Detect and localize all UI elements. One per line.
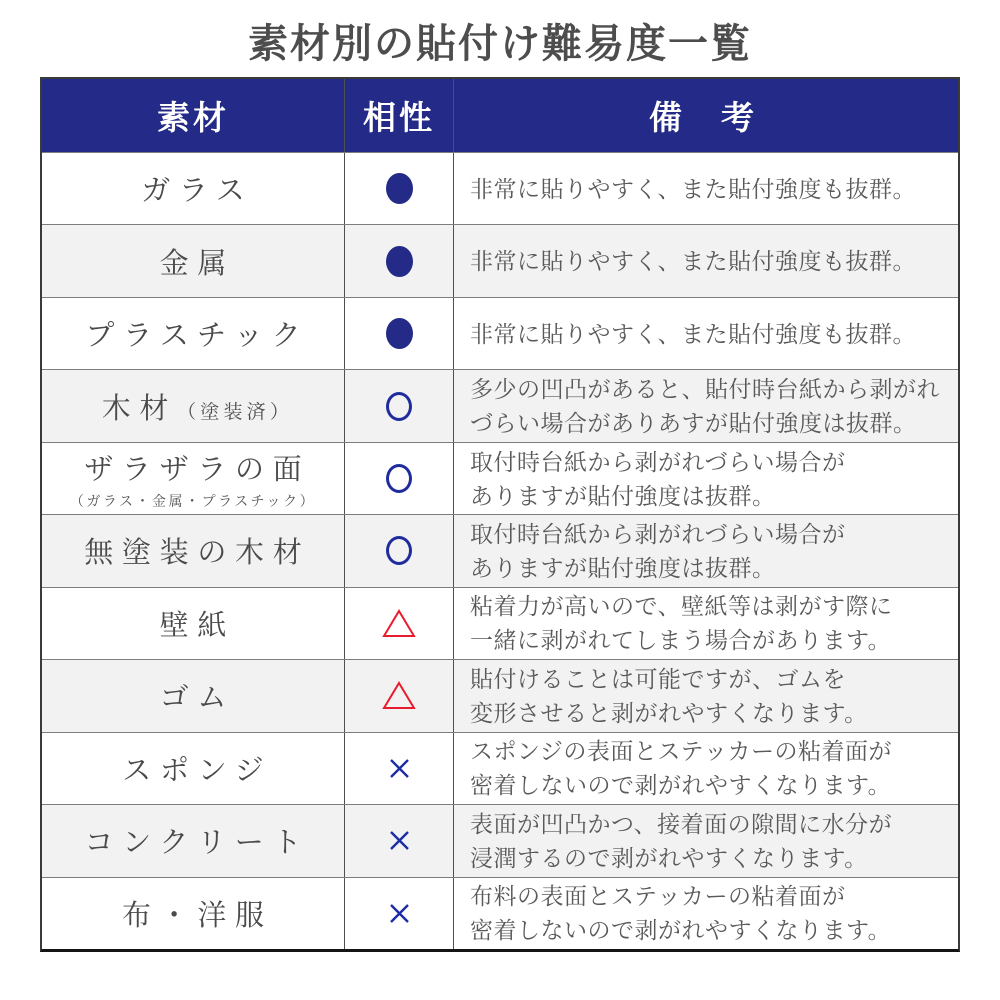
cross-icon — [387, 756, 412, 781]
note-line: ありますが貼付強度は抜群。 — [470, 554, 776, 581]
material-name: ゴム — [159, 682, 236, 715]
material-cell — [42, 225, 345, 296]
open-circle-icon — [386, 392, 412, 421]
filled-circle-icon — [386, 318, 413, 349]
note-line: 粘着力が高いので、壁紙等は剥がす際に — [470, 593, 893, 620]
material-name: 布・洋服 — [121, 899, 273, 932]
note-cell — [454, 588, 958, 659]
open-circle-icon — [386, 536, 412, 565]
material-cell — [42, 153, 345, 224]
material-cell — [42, 443, 345, 514]
table-row — [42, 732, 958, 804]
table-row — [42, 224, 958, 296]
table-row — [42, 152, 958, 224]
material-name: スポンジ — [122, 754, 273, 787]
table-row — [42, 442, 958, 514]
table-row — [42, 877, 958, 949]
material-name: 金属 — [159, 247, 236, 280]
material-name: ザラザラの面 — [84, 453, 311, 486]
note-line: 密着しないので剥がれやすくなります。 — [470, 772, 892, 799]
table-row — [42, 369, 958, 441]
page-title: 素材別の貼付け難易度一覧 — [248, 22, 752, 66]
note-cell — [454, 298, 958, 369]
compatibility-cell — [345, 588, 454, 659]
table-header-row — [42, 79, 958, 152]
note-line: 取付時台紙から剥がれづらい場合が — [470, 520, 846, 547]
material-cell — [42, 878, 345, 949]
note-line: 布料の表面とステッカーの粘着面が — [470, 883, 846, 910]
cross-icon — [387, 828, 412, 853]
material-cell — [42, 515, 345, 586]
filled-circle-icon — [386, 173, 413, 204]
header-notes: 備 考 — [649, 99, 757, 136]
triangle-icon — [381, 680, 417, 711]
compatibility-cell — [345, 443, 454, 514]
material-name: 壁紙 — [159, 609, 236, 642]
material-cell — [42, 805, 345, 876]
material-name: 木材 — [101, 392, 178, 425]
compatibility-cell — [345, 515, 454, 586]
material-cell — [42, 370, 345, 441]
note-line: 変形させると剥がれやすくなります。 — [470, 699, 868, 726]
material-cell — [42, 660, 345, 731]
compatibility-cell — [345, 733, 454, 804]
material-name: 無塗装の木材 — [84, 537, 311, 570]
note-line: 一緒に剥がれてしまう場合があります。 — [470, 627, 892, 654]
note-line: 表面が凹凸かつ、接着面の隙間に水分が — [470, 810, 893, 837]
cross-icon — [387, 901, 412, 926]
table-row — [42, 587, 958, 659]
note-cell — [454, 225, 958, 296]
material-name: ガラス — [141, 175, 254, 208]
note-cell — [454, 878, 958, 949]
filled-circle-icon — [386, 246, 413, 277]
header-compatibility: 相性 — [345, 79, 454, 152]
note-line: 多少の凹凸があると、貼付時台紙から剥がれ — [470, 376, 940, 403]
note-line: 非常に貼りやすく、また貼付強度も抜群。 — [470, 248, 917, 275]
note-line: づらい場合がありあすが貼付強度は抜群。 — [470, 410, 917, 437]
note-cell — [454, 660, 958, 731]
note-cell — [454, 515, 958, 586]
table-row — [42, 804, 958, 876]
note-line: 非常に貼りやすく、また貼付強度も抜群。 — [470, 320, 917, 347]
compatibility-cell — [345, 878, 454, 949]
material-subtitle: （ガラス・金属・プラスチック） — [69, 492, 317, 509]
note-line: スポンジの表面とステッカーの粘着面が — [470, 738, 892, 765]
header-material: 素材 — [42, 79, 345, 152]
note-line: 浸潤するので剥がれやすくなります。 — [470, 844, 868, 871]
compatibility-cell — [345, 805, 454, 876]
compatibility-cell — [345, 225, 454, 296]
compatibility-cell — [345, 660, 454, 731]
note-line: 密着しないので剥がれやすくなります。 — [470, 917, 892, 944]
note-line: 取付時台紙から剥がれづらい場合が — [470, 448, 846, 475]
note-cell — [454, 443, 958, 514]
material-suffix: （塗装済） — [177, 401, 293, 423]
note-cell — [454, 370, 958, 441]
note-cell — [454, 805, 958, 876]
material-cell — [42, 298, 345, 369]
note-cell — [454, 153, 958, 224]
note-line: 貼付けることは可能ですが、ゴムを — [470, 665, 846, 692]
compatibility-cell — [345, 298, 454, 369]
open-circle-icon — [386, 464, 412, 493]
material-cell — [42, 588, 345, 659]
note-line: ありますが貼付強度は抜群。 — [470, 482, 776, 509]
compatibility-cell — [345, 153, 454, 224]
material-name: プラスチック — [85, 320, 310, 353]
material-name: コンクリート — [84, 827, 311, 860]
material-cell — [42, 733, 345, 804]
note-line: 非常に貼りやすく、また貼付強度も抜群。 — [470, 175, 917, 202]
table-row — [42, 659, 958, 731]
table-row — [42, 297, 958, 369]
triangle-icon — [381, 608, 417, 639]
table-row — [42, 514, 958, 586]
difficulty-table — [40, 77, 960, 952]
note-cell — [454, 733, 958, 804]
compatibility-cell — [345, 370, 454, 441]
